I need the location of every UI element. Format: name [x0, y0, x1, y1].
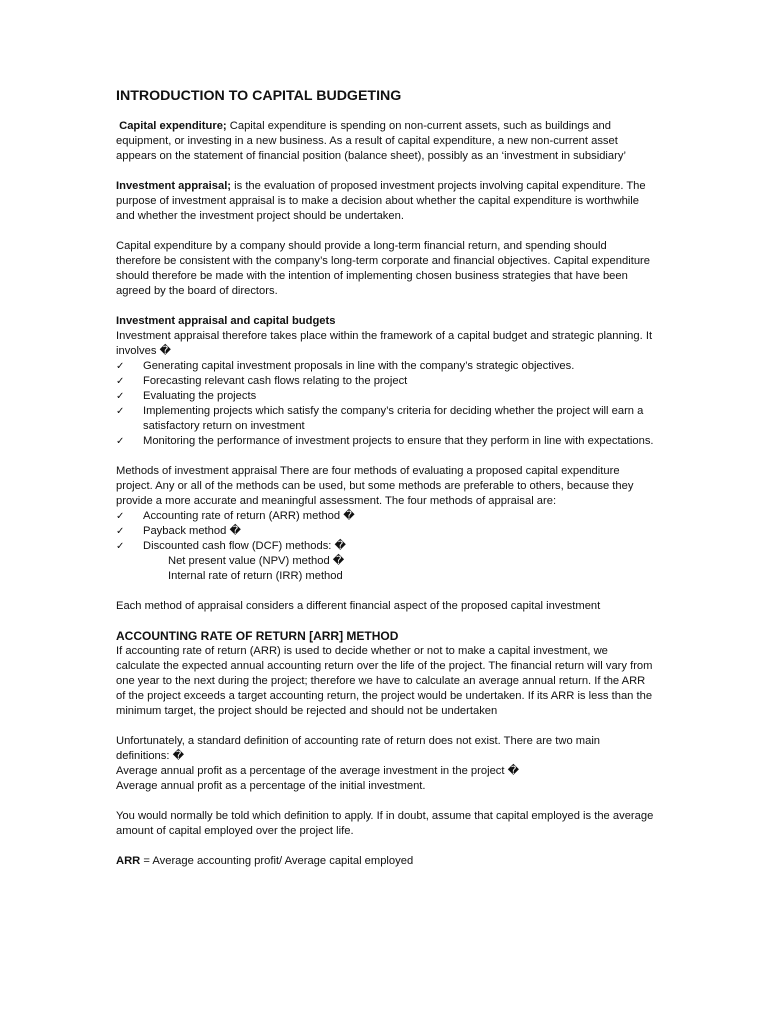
arr-formula — [116, 854, 654, 869]
list-item-text: Discounted cash flow (DCF) methods: � — [143, 540, 346, 552]
capital-budgets-list — [116, 359, 654, 449]
check-mark-icon: ✓ — [116, 541, 125, 552]
long-term-paragraph: Capital expenditure by a company should provide a long-term financial return, and spending should therefore be consistent with the company’s long-term corporate and financial objectives. Capital expenditure should therefore be made with the intention of implementing chosen business strategies that have been agreed by the board of directors. — [116, 240, 650, 297]
methods-intro-paragraph: Methods of investment appraisal There are four methods of evaluating a proposed capital expenditure project. Any or all of the methods can be used, but some methods are preferable to others, because they provide a more accurate and meaningful assessment. The four methods of appraisal are: — [116, 465, 634, 507]
list-item — [116, 524, 654, 539]
list-item-text: Forecasting relevant cash flows relating to the project — [143, 375, 408, 387]
list-item — [116, 359, 654, 374]
list-item — [116, 389, 654, 404]
capital-budgets-heading: Investment appraisal and capital budgets — [116, 315, 336, 327]
arr-paragraph-2: Unfortunately, a standard definition of accounting rate of return does not exist. There are two main definitions: � — [116, 735, 601, 762]
page-title: INTRODUCTION TO CAPITAL BUDGETING — [116, 88, 402, 104]
arr-definition-2: Average annual profit as a percentage of the initial investment. — [116, 780, 426, 792]
list-item-text: Implementing projects which satisfy the company’s criteria for deciding whether the project will earn a satisfactory return on investment — [143, 405, 644, 432]
check-mark-icon: ✓ — [116, 511, 125, 522]
check-mark-icon: ✓ — [116, 361, 125, 372]
list-item — [116, 509, 654, 524]
list-item — [116, 404, 654, 434]
methods-list — [116, 509, 654, 554]
investment-appraisal-text: is the evaluation of proposed investment projects involving capital expenditure. The purpose of investment appraisal is to make a decision about whether the capital expenditure is worthwhile and whether the investment project should be undertaken. — [116, 180, 646, 222]
list-item — [116, 539, 654, 554]
dcf-sub-item-irr: Internal rate of return (IRR) method — [168, 570, 343, 582]
list-item — [116, 434, 654, 449]
methods-closing-paragraph: Each method of appraisal considers a different financial aspect of the proposed capital investment — [116, 600, 601, 612]
investment-appraisal-term: Investment appraisal; — [116, 180, 232, 192]
arr-formula-label: ARR — [116, 855, 141, 867]
arr-definition-1: Average annual profit as a percentage of the average investment in the project � — [116, 765, 520, 777]
list-item-text: Payback method � — [143, 525, 241, 537]
list-item — [116, 374, 654, 389]
capital-expenditure-term: Capital expenditure; — [119, 120, 227, 132]
check-mark-icon: ✓ — [116, 526, 125, 537]
list-item-text: Accounting rate of return (ARR) method � — [143, 510, 355, 522]
list-item-text: Monitoring the performance of investment projects to ensure that they perform in line with expectations. — [143, 435, 654, 447]
arr-paragraph-1: If accounting rate of return (ARR) is used to decide whether or not to make a capital investment, we calculate the expected annual accounting return over the life of the project. The financial return will vary from one year to the next during the project; therefore we have to calculate an average annual return. If the ARR of the project exceeds a target accounting return, the project would be undertaken. If its ARR is less than the minimum target, the project should be rejected and should not be undertaken — [116, 645, 653, 717]
arr-paragraph-3: You would normally be told which definition to apply. If in doubt, assume that capital employed is the average amount of capital employed over the project life. — [116, 810, 654, 837]
list-item-text: Evaluating the projects — [143, 390, 257, 402]
capital-expenditure-paragraph — [116, 119, 654, 164]
check-mark-icon: ✓ — [116, 406, 125, 417]
check-mark-icon: ✓ — [116, 436, 125, 447]
arr-formula-text: = Average accounting profit/ Average capital employed — [140, 855, 414, 867]
document-body — [116, 87, 654, 869]
dcf-sub-item-npv: Net present value (NPV) method � — [168, 555, 345, 567]
check-mark-icon: ✓ — [116, 391, 125, 402]
list-item-text: Generating capital investment proposals in line with the company’s strategic objectives. — [143, 360, 575, 372]
investment-appraisal-paragraph — [116, 179, 654, 224]
check-mark-icon: ✓ — [116, 376, 125, 387]
capital-budgets-intro: Investment appraisal therefore takes place within the framework of a capital budget and strategic planning. It involves � — [116, 330, 653, 357]
capital-expenditure-text: Capital expenditure is spending on non-current assets, such as buildings and equipment, or investing in a new business. As a result of capital expenditure, a new non-current asset appears on the statement of financial position (balance sheet), possibly as an ‘investment in subsidiary’ — [116, 120, 626, 162]
arr-heading: ACCOUNTING RATE OF RETURN [ARR] METHOD — [116, 629, 399, 643]
